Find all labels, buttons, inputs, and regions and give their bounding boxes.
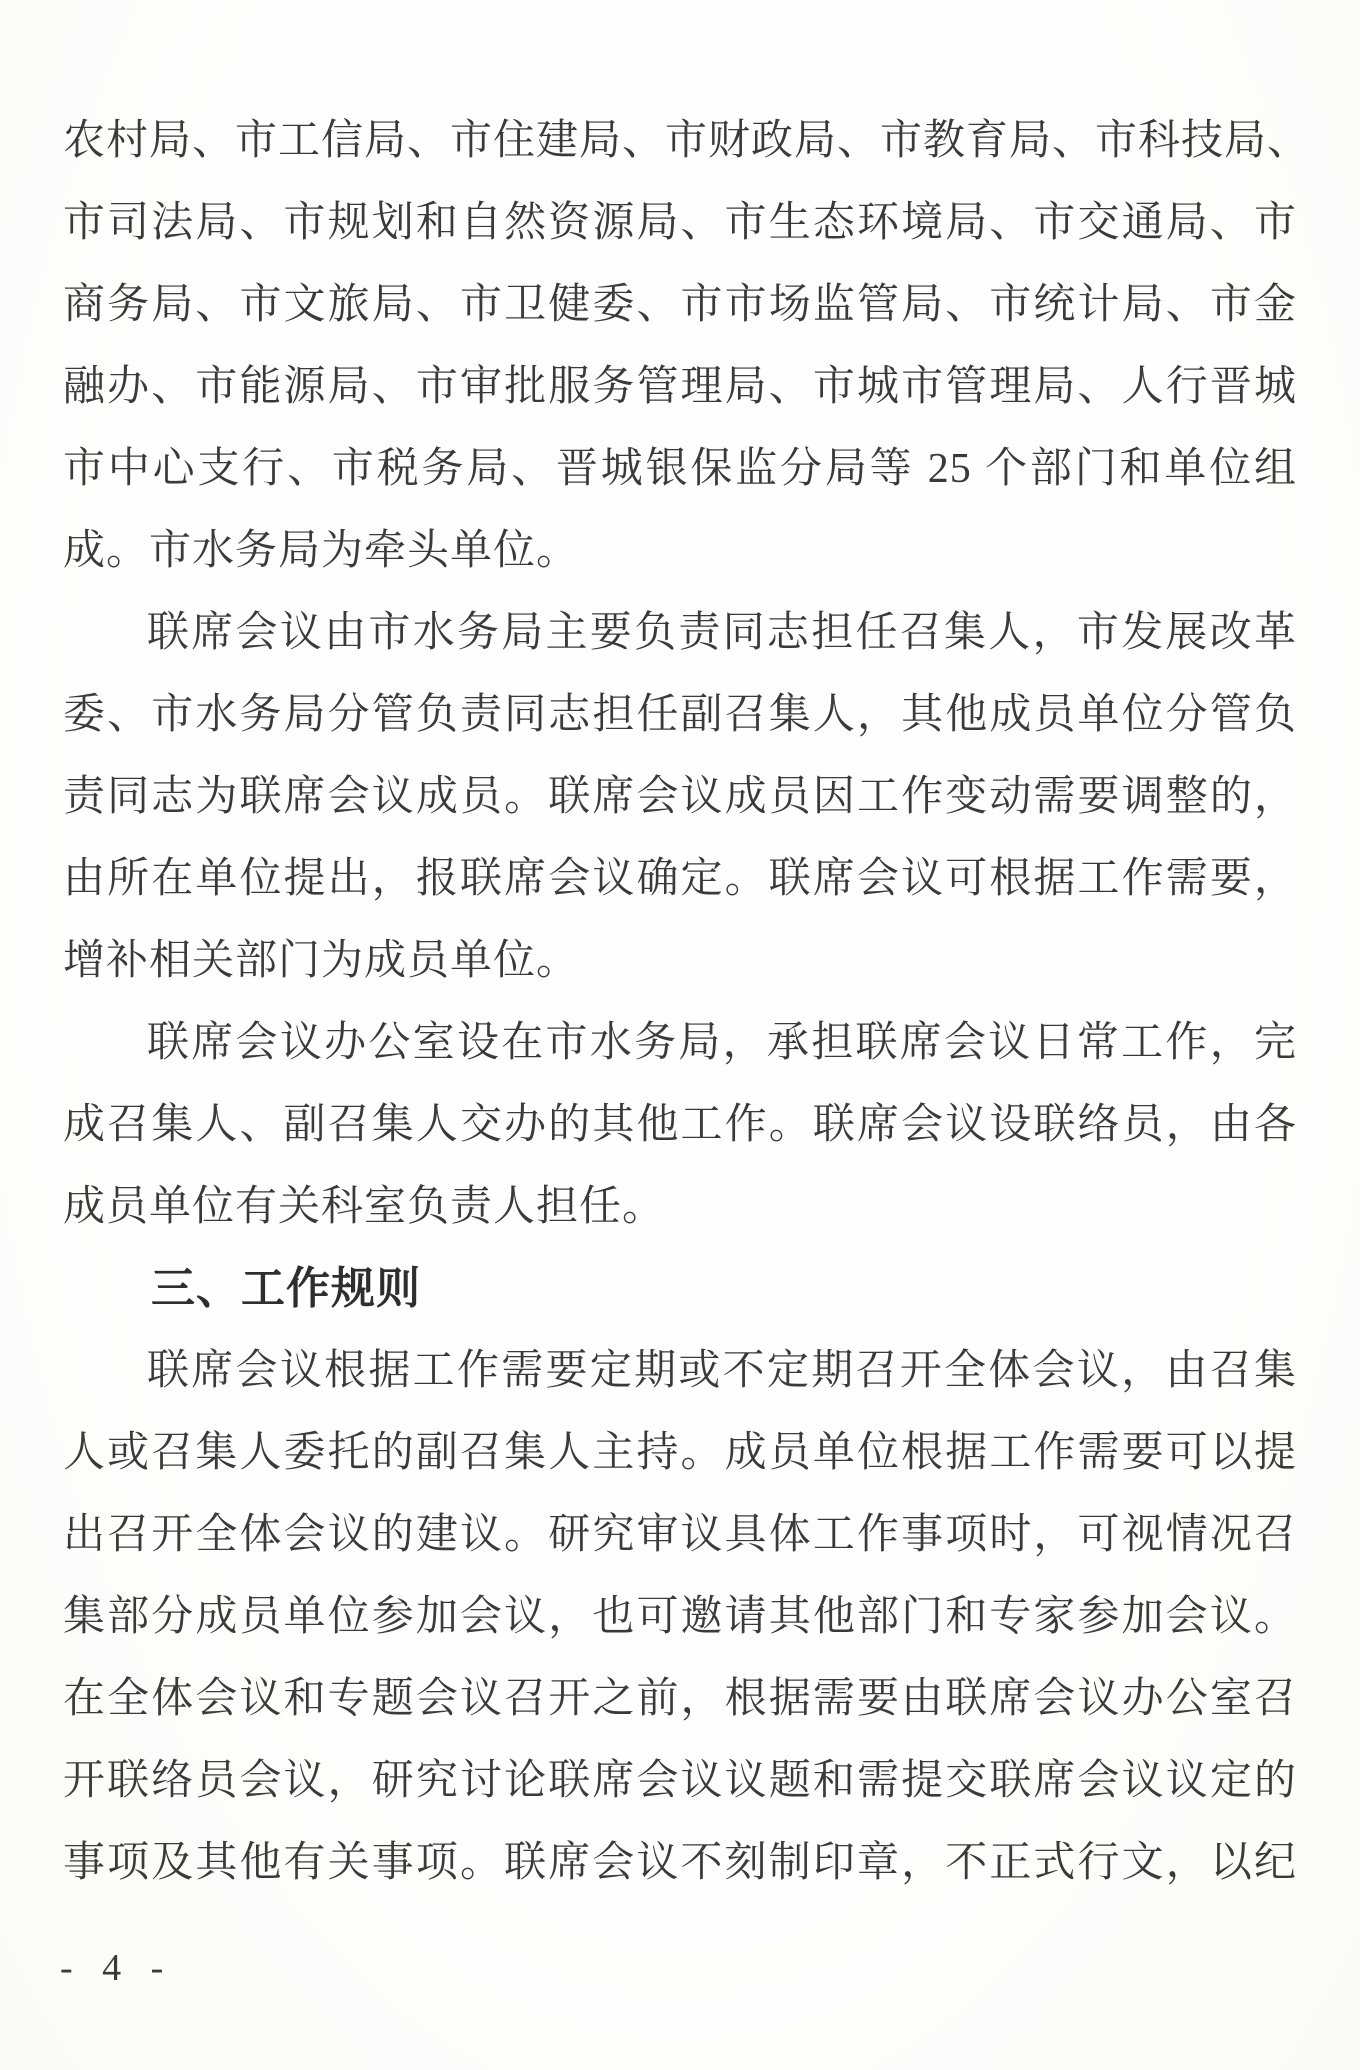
body-line: 联席会议办公室设在市水务局，承担联席会议日常工作，完 bbox=[147, 1020, 1297, 1066]
body-line: 市中心支行、市税务局、晋城银保监分局等 25 个部门和单位组 bbox=[63, 446, 1297, 492]
body-line: 在全体会议和专题会议召开之前，根据需要由联席会议办公室召 bbox=[63, 1676, 1297, 1722]
body-line: 成召集人、副召集人交办的其他工作。联席会议设联络员，由各 bbox=[63, 1102, 1297, 1148]
body-line: 集部分成员单位参加会议，也可邀请其他部门和专家参加会议。 bbox=[63, 1594, 1297, 1640]
body-line: 事项及其他有关事项。联席会议不刻制印章，不正式行文，以纪 bbox=[63, 1840, 1297, 1886]
section-heading: 三、工作规则 bbox=[151, 1264, 421, 1313]
body-line: 市司法局、市规划和自然资源局、市生态环境局、市交通局、市 bbox=[63, 200, 1297, 246]
body-line: 商务局、市文旅局、市卫健委、市市场监管局、市统计局、市金 bbox=[63, 282, 1297, 328]
body-line: 由所在单位提出，报联席会议确定。联席会议可根据工作需要， bbox=[63, 856, 1297, 902]
body-line: 人或召集人委托的副召集人主持。成员单位根据工作需要可以提 bbox=[63, 1430, 1297, 1476]
page-number: - 4 - bbox=[60, 1947, 174, 1989]
body-line: 联席会议根据工作需要定期或不定期召开全体会议，由召集 bbox=[147, 1348, 1297, 1394]
body-line: 农村局、市工信局、市住建局、市财政局、市教育局、市科技局、 bbox=[63, 118, 1311, 164]
document-body bbox=[63, 100, 1311, 1904]
body-line: 增补相关部门为成员单位。 bbox=[63, 938, 580, 984]
body-line: 成员单位有关科室负责人担任。 bbox=[63, 1184, 666, 1230]
body-line: 委、市水务局分管负责同志担任副召集人，其他成员单位分管负 bbox=[63, 692, 1297, 738]
body-line: 融办、市能源局、市审批服务管理局、市城市管理局、人行晋城 bbox=[63, 364, 1297, 410]
body-line: 联席会议由市水务局主要负责同志担任召集人，市发展改革 bbox=[147, 610, 1297, 656]
body-line: 责同志为联席会议成员。联席会议成员因工作变动需要调整的， bbox=[63, 774, 1297, 820]
body-line: 开联络员会议，研究讨论联席会议议题和需提交联席会议议定的 bbox=[63, 1758, 1297, 1804]
body-line: 成。市水务局为牵头单位。 bbox=[63, 528, 580, 574]
body-line: 出召开全体会议的建议。研究审议具体工作事项时，可视情况召 bbox=[63, 1512, 1297, 1558]
